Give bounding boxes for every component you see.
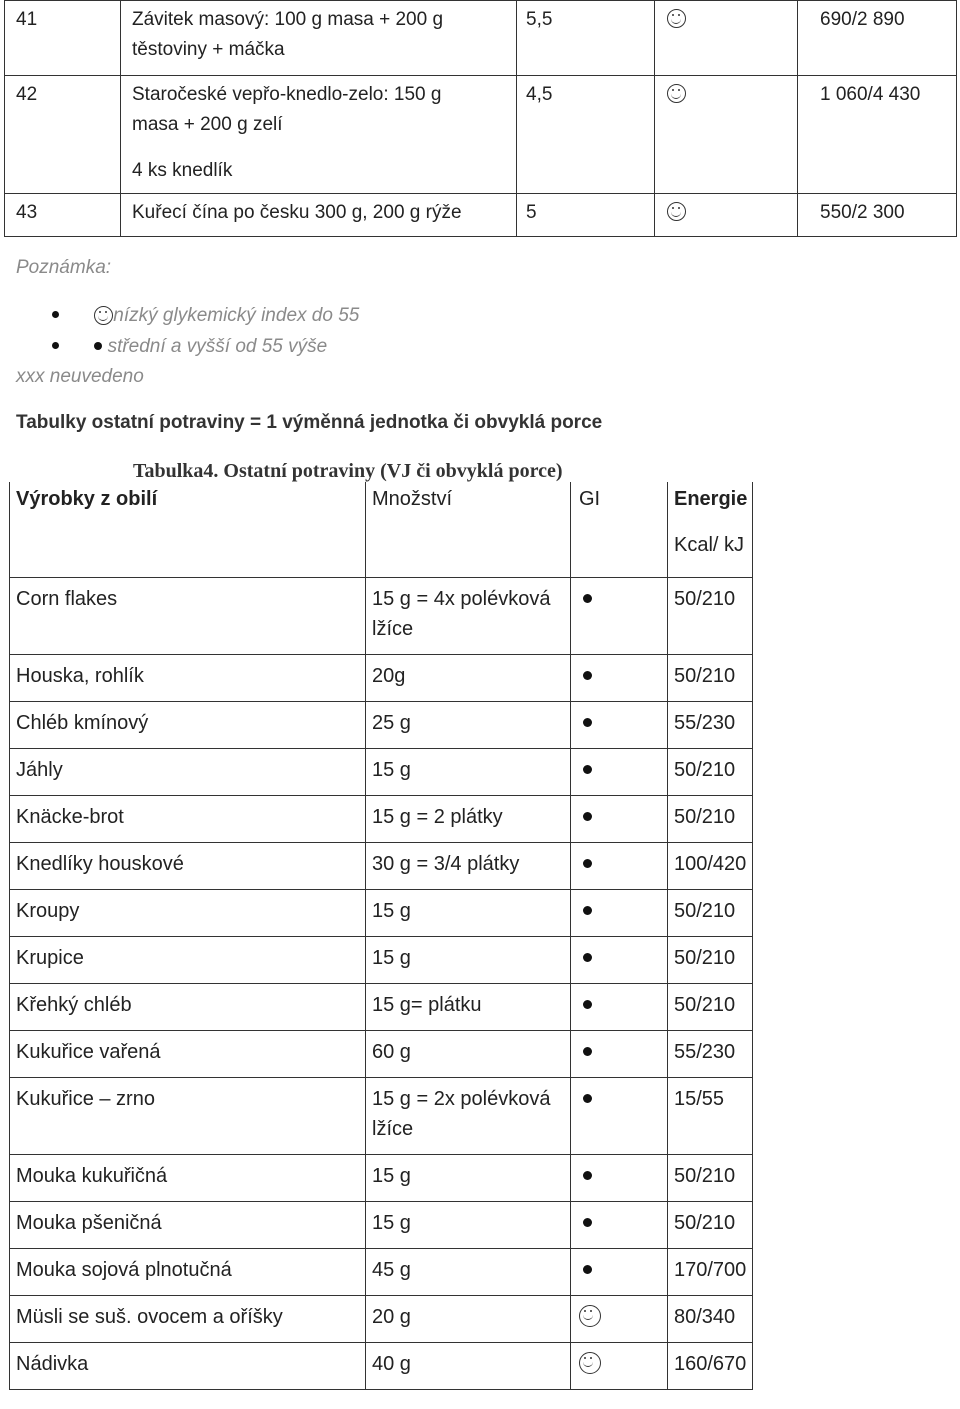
amount-line: 15 g	[372, 1164, 411, 1187]
gi-category	[571, 1295, 668, 1342]
product-name: Kroupy	[10, 889, 366, 936]
gi-category	[571, 889, 668, 936]
amount-line: 15 g	[372, 758, 411, 781]
gi-category	[571, 795, 668, 842]
table-row	[10, 1154, 753, 1201]
dot-icon	[583, 1094, 592, 1103]
dish-name	[121, 194, 517, 237]
row-number: 42	[5, 76, 121, 194]
amount	[366, 1030, 571, 1077]
product-name: Krupice	[10, 936, 366, 983]
dish-name	[121, 76, 517, 194]
energy-value: 50/210	[668, 795, 753, 842]
smiley-icon	[667, 202, 686, 221]
energy-value: 55/230	[668, 1030, 753, 1077]
gi-value: 5	[517, 194, 655, 237]
product-name: Jáhly	[10, 748, 366, 795]
header-amount: Množství	[366, 482, 571, 577]
amount	[366, 748, 571, 795]
gi-value: 4,5	[517, 76, 655, 194]
product-name: Kukuřice vařená	[10, 1030, 366, 1077]
gi-category	[571, 577, 668, 654]
energy-value: 50/210	[668, 983, 753, 1030]
amount	[366, 654, 571, 701]
row-number: 41	[5, 1, 121, 76]
dish-name-line: Kuřecí čína po česku 300 g, 200 g rýže	[132, 202, 462, 223]
cereal-products-table	[9, 482, 753, 1390]
energy-value: 50/210	[668, 577, 753, 654]
gi-category	[571, 701, 668, 748]
amount-line: 15 g	[372, 1211, 411, 1234]
energy-value: 100/420	[668, 842, 753, 889]
amount-line: 15 g = 2 plátky	[372, 805, 503, 828]
dot-icon	[583, 765, 592, 774]
product-name: Kukuřice – zrno	[10, 1077, 366, 1154]
dot-icon	[583, 1000, 592, 1009]
product-name: Křehký chléb	[10, 983, 366, 1030]
energy-value: 1 060/4 430	[798, 76, 957, 194]
table-row	[10, 936, 753, 983]
product-name: Houska, rohlík	[10, 654, 366, 701]
product-name: Mouka sojová plnotučná	[10, 1248, 366, 1295]
product-name: Nádivka	[10, 1342, 366, 1389]
dish-name	[121, 1, 517, 76]
dot-icon	[583, 1218, 592, 1227]
header-energy-unit: Kcal/ kJ	[674, 534, 745, 556]
table-row	[10, 983, 753, 1030]
table-row	[10, 577, 753, 654]
table-row	[5, 1, 957, 76]
table-row	[10, 1295, 753, 1342]
header-product: Výrobky z obilí	[10, 482, 366, 577]
dot-icon	[94, 342, 102, 350]
energy-value: 55/230	[668, 701, 753, 748]
amount	[366, 983, 571, 1030]
energy-value: 50/210	[668, 1201, 753, 1248]
smiley-icon	[667, 9, 686, 28]
table-header-row	[10, 482, 753, 577]
product-name: Mouka kukuřičná	[10, 1154, 366, 1201]
energy-value: 550/2 300	[798, 194, 957, 237]
amount-line: 15 g = 2x polévková	[372, 1087, 551, 1110]
dot-icon	[583, 1265, 592, 1274]
energy-value: 50/210	[668, 1154, 753, 1201]
table-row	[10, 1201, 753, 1248]
amount	[366, 795, 571, 842]
table-row	[10, 701, 753, 748]
amount	[366, 1154, 571, 1201]
table-row	[10, 748, 753, 795]
amount-line: lžíce	[372, 1117, 414, 1140]
dot-icon	[583, 859, 592, 868]
dot-icon	[583, 953, 592, 962]
row-number: 43	[5, 194, 121, 237]
gi-category	[571, 1030, 668, 1077]
amount-line: 30 g = 3/4 plátky	[372, 852, 520, 875]
energy-value: 160/670	[668, 1342, 753, 1389]
amount-line: 20g	[372, 664, 406, 687]
amount-line: 15 g = 4x polévková	[372, 587, 551, 610]
gi-category	[571, 1248, 668, 1295]
gi-category	[655, 194, 798, 237]
header-energy	[668, 482, 753, 577]
section-heading: Tabulky ostatní potraviny = 1 výměnná jednotka či obvyklá porce	[16, 412, 603, 433]
table-row	[10, 1077, 753, 1154]
table-row	[10, 842, 753, 889]
amount-line: lžíce	[372, 617, 414, 640]
dish-name-line: Závitek masový: 100 g masa + 200 g	[132, 9, 444, 30]
table-row	[5, 194, 957, 237]
dot-icon	[583, 812, 592, 821]
bullet-icon	[52, 342, 59, 349]
table-row	[10, 654, 753, 701]
table-row	[10, 889, 753, 936]
gi-category	[571, 936, 668, 983]
table-row	[5, 76, 957, 194]
top-food-table	[4, 0, 957, 237]
energy-value: 50/210	[668, 889, 753, 936]
energy-value: 690/2 890	[798, 1, 957, 76]
gi-category	[571, 1154, 668, 1201]
gi-category	[571, 1201, 668, 1248]
dot-icon	[583, 906, 592, 915]
smiley-icon	[579, 1305, 601, 1327]
gi-category	[571, 842, 668, 889]
dot-icon	[583, 718, 592, 727]
dish-name-line: masa + 200 g zelí	[132, 114, 283, 135]
energy-value: 50/210	[668, 936, 753, 983]
note-extra: xxx neuvedeno	[16, 366, 144, 387]
dot-icon	[583, 671, 592, 680]
amount	[366, 1295, 571, 1342]
amount-line: 15 g	[372, 946, 411, 969]
amount-line: 25 g	[372, 711, 411, 734]
smiley-icon	[94, 306, 113, 325]
note-item-high-gi	[52, 336, 327, 358]
amount	[366, 577, 571, 654]
amount-line: 15 g	[372, 899, 411, 922]
gi-category	[655, 76, 798, 194]
gi-value: 5,5	[517, 1, 655, 76]
smiley-icon	[667, 84, 686, 103]
gi-category	[571, 1077, 668, 1154]
gi-category	[655, 1, 798, 76]
energy-value: 80/340	[668, 1295, 753, 1342]
dot-icon	[583, 594, 592, 603]
table-row	[10, 795, 753, 842]
amount	[366, 1077, 571, 1154]
amount	[366, 889, 571, 936]
note-item-label: nízký glykemický index do 55	[113, 305, 360, 326]
gi-category	[571, 654, 668, 701]
dish-name-line: Staročeské vepřo-knedlo-zelo: 150 g	[132, 84, 442, 105]
energy-value: 170/700	[668, 1248, 753, 1295]
table-caption: Tabulka4. Ostatní potraviny (VJ či obvyklá porce)	[133, 460, 563, 482]
note-item-low-gi	[52, 305, 359, 327]
amount	[366, 701, 571, 748]
product-name: Knedlíky houskové	[10, 842, 366, 889]
energy-value: 50/210	[668, 654, 753, 701]
amount-line: 60 g	[372, 1040, 411, 1063]
smiley-icon	[579, 1352, 601, 1374]
amount	[366, 1201, 571, 1248]
product-name: Mouka pšeničná	[10, 1201, 366, 1248]
amount-line: 45 g	[372, 1258, 411, 1281]
table-row	[10, 1342, 753, 1389]
product-name: Chléb kmínový	[10, 701, 366, 748]
amount	[366, 1248, 571, 1295]
product-name: Müsli se suš. ovocem a oříšky	[10, 1295, 366, 1342]
dish-name-line: 4 ks knedlík	[132, 160, 233, 181]
energy-value: 50/210	[668, 748, 753, 795]
product-name: Corn flakes	[10, 577, 366, 654]
energy-value: 15/55	[668, 1077, 753, 1154]
gi-category	[571, 748, 668, 795]
gi-category	[571, 983, 668, 1030]
header-gi: GI	[571, 482, 668, 577]
amount	[366, 842, 571, 889]
dot-icon	[583, 1047, 592, 1056]
product-name: Knäcke-brot	[10, 795, 366, 842]
amount	[366, 1342, 571, 1389]
bullet-icon	[52, 311, 59, 318]
table-row	[10, 1248, 753, 1295]
amount-line: 15 g= plátku	[372, 993, 482, 1016]
amount-line: 20 g	[372, 1305, 411, 1328]
amount	[366, 936, 571, 983]
gi-category	[571, 1342, 668, 1389]
dot-icon	[583, 1171, 592, 1180]
note-title: Poznámka:	[16, 257, 112, 278]
note-item-label: střední a vyšší od 55 výše	[107, 336, 328, 357]
header-energy-label: Energie	[674, 488, 748, 510]
dish-name-line: těstoviny + máčka	[132, 39, 285, 60]
table-row	[10, 1030, 753, 1077]
amount-line: 40 g	[372, 1352, 411, 1375]
